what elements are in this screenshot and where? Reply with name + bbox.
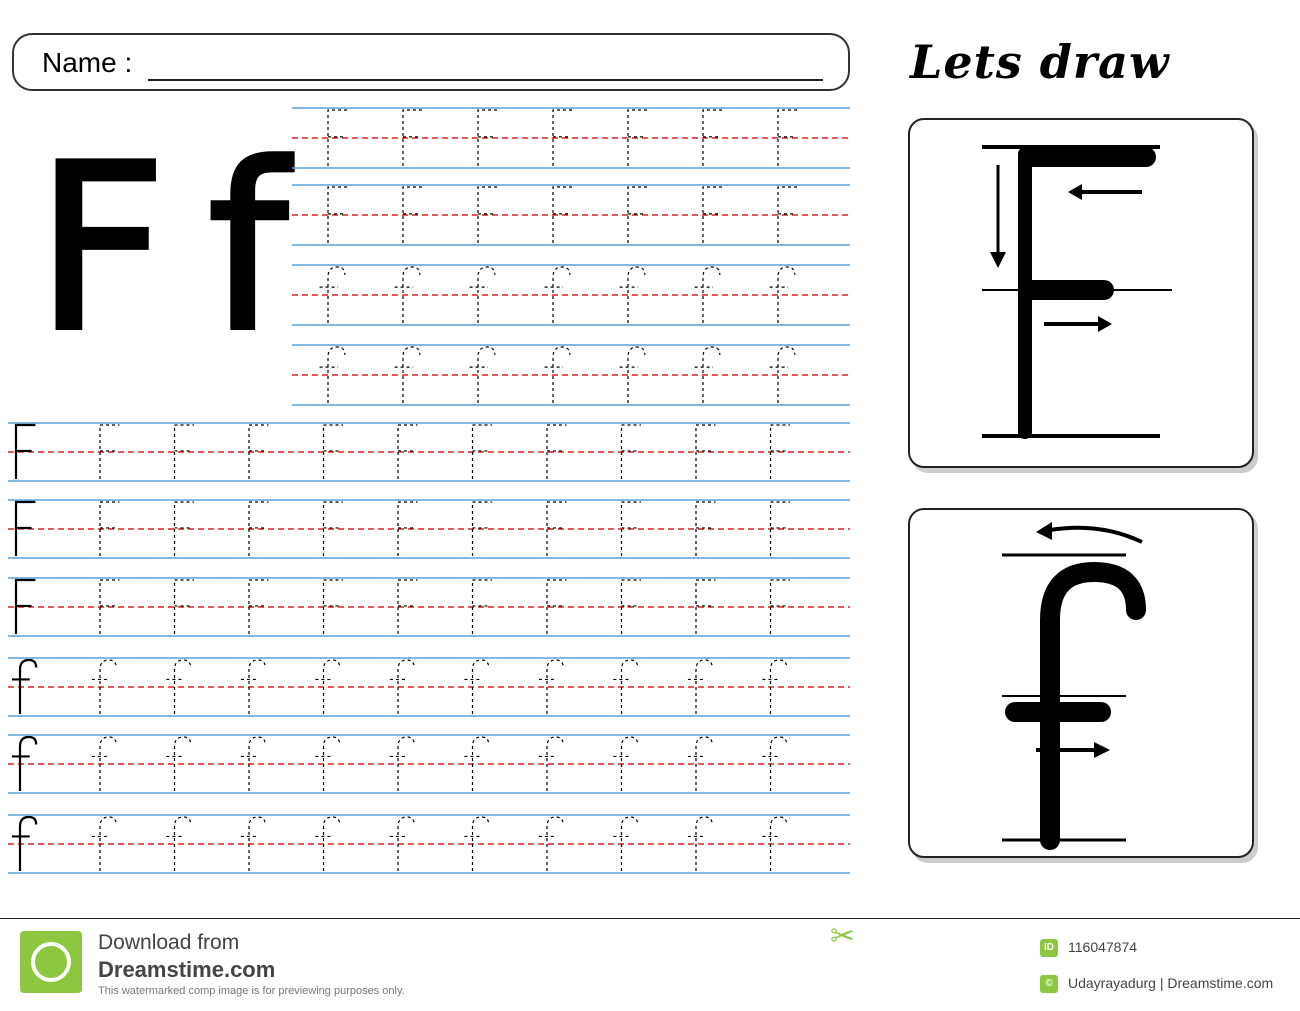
author-badge-icon: ©: [1040, 975, 1058, 993]
uppercase-f-guide-icon: [910, 120, 1256, 470]
name-label: Name :: [42, 47, 133, 78]
footer: [0, 918, 1300, 1011]
dashed-letter-lowercase: [613, 660, 637, 714]
scissors-icon: ✂: [830, 920, 856, 953]
example-letters: Ff: [35, 116, 329, 383]
image-id: 116047874: [1068, 939, 1138, 955]
dreamstime-link[interactable]: Dreamstime.com: [98, 957, 276, 982]
lowercase-f-guide-icon: [910, 510, 1256, 860]
id-badge-icon: ID: [1040, 939, 1058, 957]
dashed-letter-lowercase: [613, 737, 637, 791]
watermark-note: This watermarked comp image is for previewing purposes only.: [98, 985, 405, 997]
download-from-text: Download from: [98, 931, 240, 954]
dreamstime-logo-icon: [20, 931, 82, 993]
dashed-letter-lowercase: [613, 817, 637, 871]
page-title: Lets draw: [910, 35, 1170, 89]
author-credit[interactable]: Udayrayadurg | Dreamstime.com: [1068, 975, 1274, 991]
guide-box-lowercase: [908, 508, 1254, 858]
guide-box-uppercase: [908, 118, 1254, 468]
